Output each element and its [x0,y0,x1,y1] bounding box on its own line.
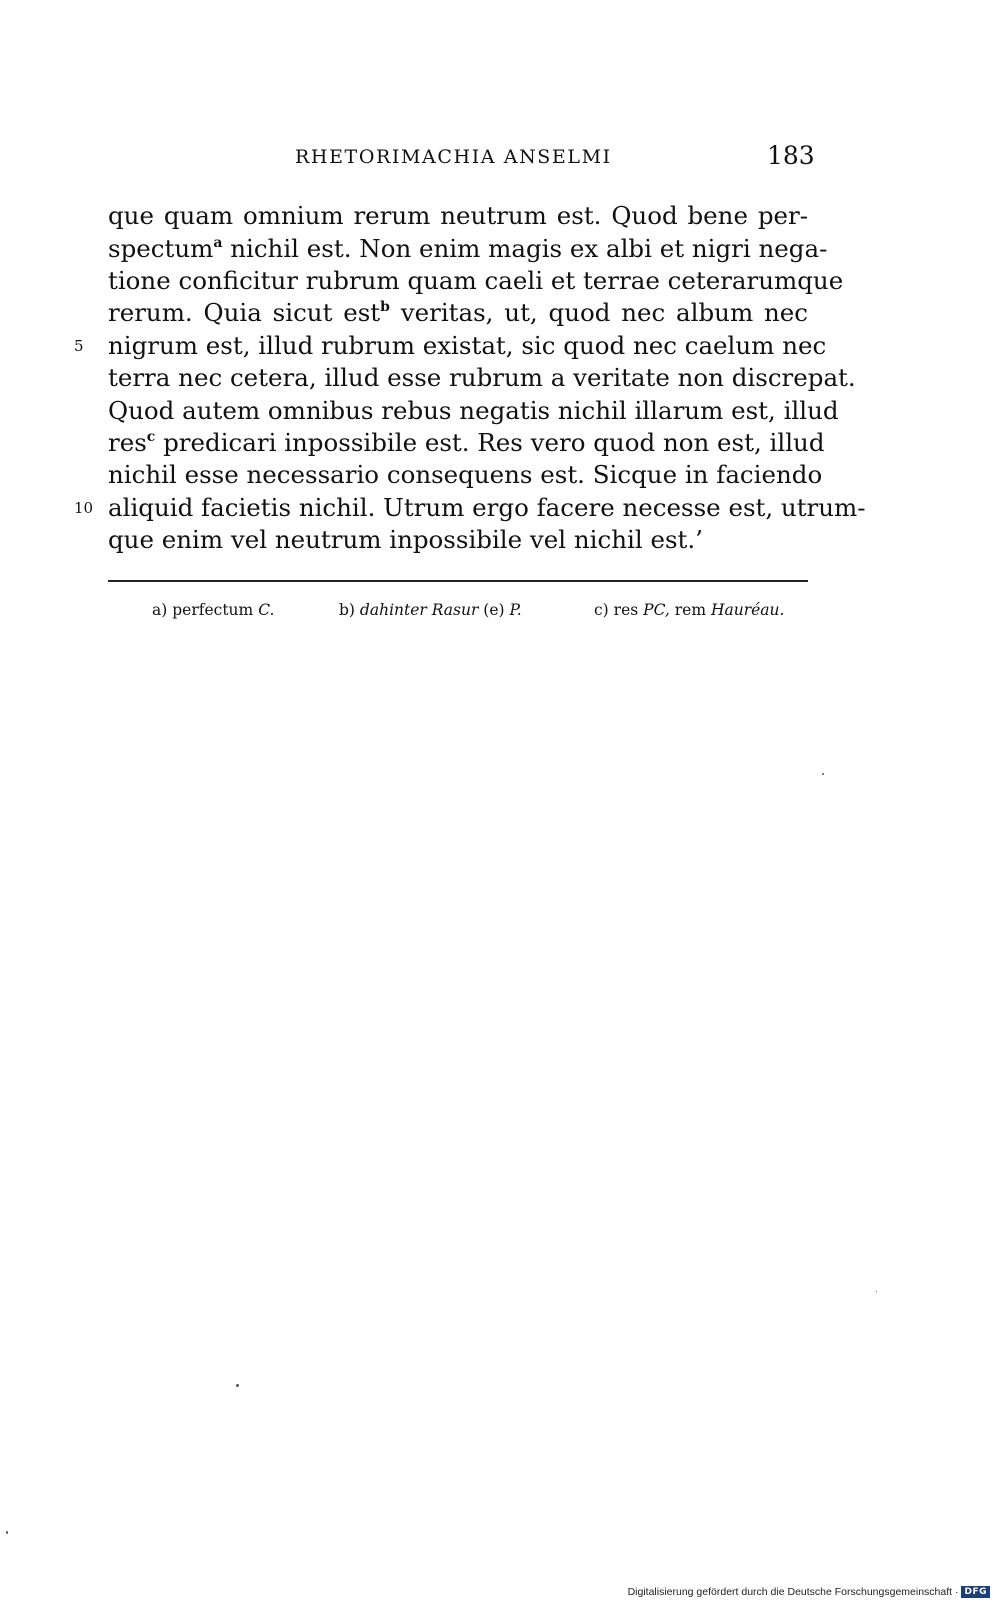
text-span: terra nec cetera, illud esse rubrum a veritate non discrepat. [108,363,856,392]
text-span: veritas, ut, quod nec album nec [389,298,808,327]
text-line [108,396,839,426]
page-number: 183 [767,141,815,170]
text-line [108,363,856,393]
running-header-title: RHETORIMACHIA ANSELMI [295,146,612,168]
footnote-label: c) [594,601,609,619]
text-span: predicari inpossibile est. Res vero quod non est, illud [155,428,825,457]
digitization-credit-text: Digitalisierung gefördert durch die Deutsche Forschungsgemeinschaft · [627,1586,959,1598]
footnote-c [594,601,784,619]
text-line [108,525,808,555]
footnote-source-2: Hauréau. [710,601,785,619]
text-span: tione conficitur rubrum quam caeli et terrae ceterarumque [108,266,844,295]
text-span: aliquid facietis nichil. Utrum ergo facere necesse est, utrum- [108,493,866,522]
text-span: res [108,428,147,457]
footnote-separator-rule [108,580,808,582]
footnote-text-2: rem [674,601,707,619]
text-span: spectum [108,234,214,263]
line-number: 10 [74,499,94,517]
text-span: que enim vel neutrum inpossibile vel nichil est.’ [108,525,703,554]
text-span: nigrum est, illud rubrum existat, sic quod nec caelum nec [108,331,827,360]
text-span: que quam omnium rerum neutrum est. Quod bene per- [108,201,808,230]
footnote-marker: b [380,299,390,315]
text-line [108,201,808,231]
footnote-a [152,601,274,619]
dfg-logo: DFG [961,1586,990,1598]
text-line [108,493,866,523]
text-line [108,234,828,264]
line-number: 5 [74,337,84,355]
footnote-text: res [613,601,639,619]
footnote-italic-text: dahinter Rasur [359,601,479,619]
footnote-text: perfectum [172,601,254,619]
footnote-marker: a [213,235,223,251]
text-line [108,460,823,490]
text-line [108,298,808,328]
footnote-source: C. [258,601,275,619]
text-line [108,266,844,296]
footnote-label: a) [152,601,168,619]
footnote-source: PC, [643,601,670,619]
footnote-text: (e) [483,601,505,619]
text-span: rerum. Quia sicut est [108,298,381,327]
footnote-marker: c [146,429,156,445]
digitization-credit [628,1585,990,1599]
text-line [108,428,825,458]
text-span: Quod autem omnibus rebus negatis nichil illarum est, illud [108,396,839,425]
text-span: nichil esse necessario consequens est. Sicque in faciendo [108,460,823,489]
footnote-b [339,601,522,619]
footnote-label: b) [339,601,355,619]
text-line [108,331,827,361]
footnote-source: P. [509,601,522,619]
text-span: nichil est. Non enim magis ex albi et nigri nega- [222,234,828,263]
